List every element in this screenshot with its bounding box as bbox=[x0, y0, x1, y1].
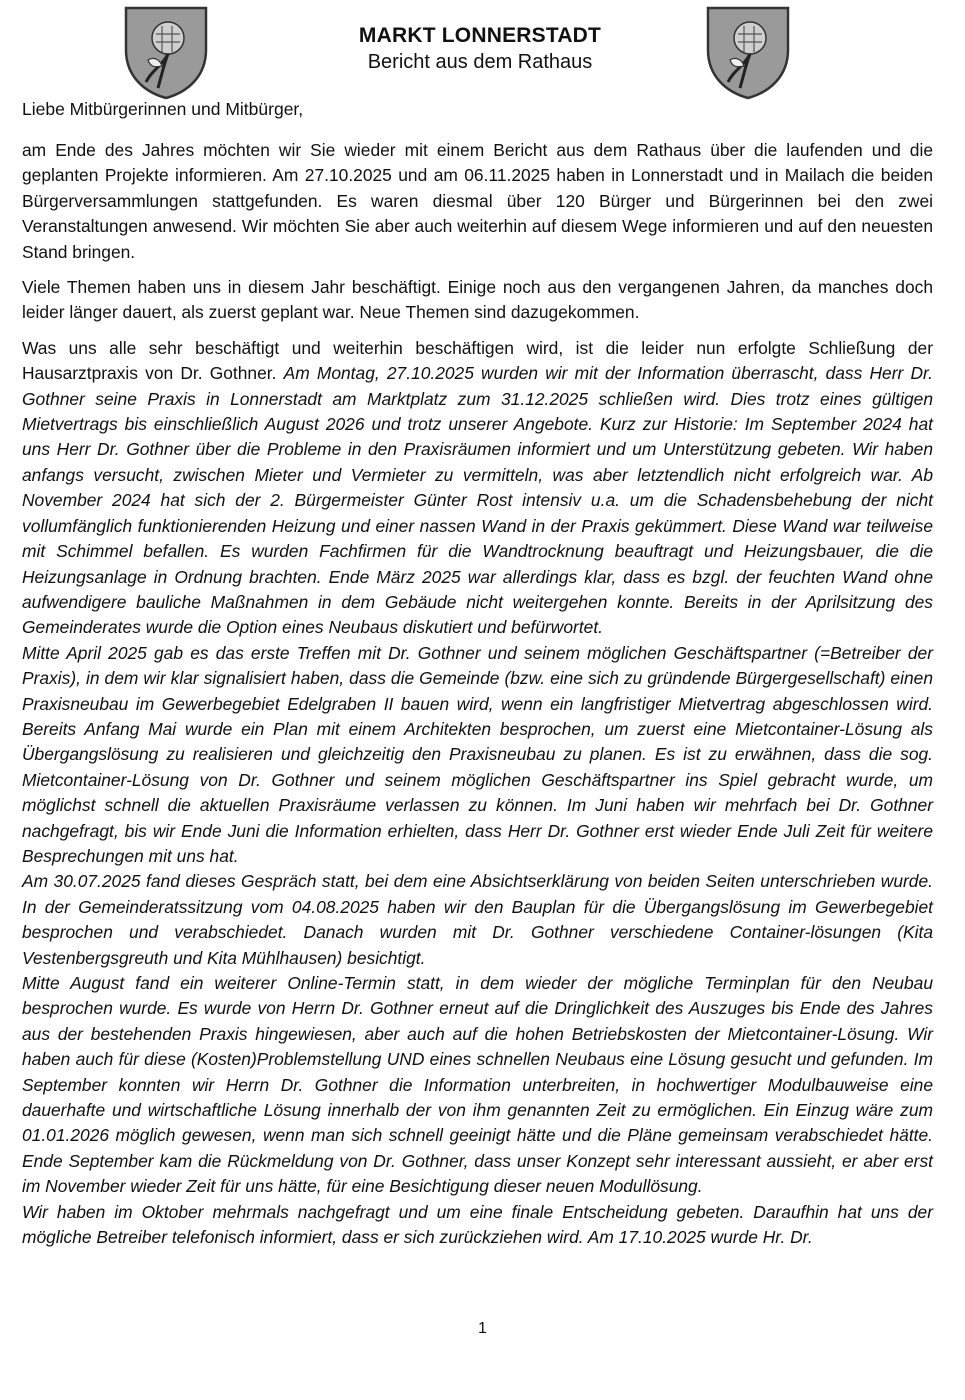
paragraph-history: Am Montag, 27.10.2025 wurden wir mit der Information überrascht, dass Herr Dr. Gothner seine Praxis in Lonnerstadt am Marktplatz zum 31.12.2025 schließen wird. Dies trotz eines gültigen Mietvertrags bis einschließlich August 2026 und trotz unserer Angebote. Kurz zur Historie: Im September 2024 hat uns Herr Dr. Gothner über die Probleme in den Praxisräumen informiert und um Unterstützung gebeten. Wir haben anfangs versucht, zwischen Mieter und Vermieter zu vermitteln, was aber letztendlich nicht erfolgreich war. Ab November 2024 hat sich der 2. Bürgermeister Günter Rost intensiv u.a. um die Schadensbehebung der nicht vollumfänglich funktionierenden Heizung und einer nassen Wand in der Praxis gekümmert. Diese Wand war teilweise mit Schimmel befallen. Es wurden Fachfirmen für die Wandtrocknung beauftragt und Heizungsbauer, die die Heizungsanlage in Ordnung brachten. Ende März 2025 war allerdings klar, dass es bzgl. der feuchten Wand ohne aufwendigere bauliche Maßnahmen in dem Gebäude nicht weitergehen konnte. Bereits in der Aprilsitzung des Gemeinderates wurde die Option eines Neubaus diskutiert und befürwortet. bbox=[22, 363, 933, 638]
coat-of-arms-icon bbox=[700, 4, 796, 100]
document-title: MARKT LONNERSTADT bbox=[358, 24, 602, 47]
paragraph: Mitte April 2025 gab es das erste Treffen mit Dr. Gothner und seinem möglichen Geschäftspartner (=Betreiber der Praxis), in dem wir klar signalisiert haben, dass die Gemeinde (bzw. eine sich zu gründende Bürgergesellschaft) einen Praxisneubau im Gewerbegebiet Edelgraben II bauen wird, wenn ein langfristiger Mietvertrag abgeschlossen wird. Bereits Anfang Mai wurde ein Plan mit einem Architekten besprochen, um zuerst eine Mietcontainer-Lösung als Übergangslösung zu realisieren und gleichzeitig den Praxisneubau zu planen. Es ist zu erwähnen, dass die sog. Mietcontainer-Lösung von Dr. Gothner und seinem möglichen Geschäftspartner ins Spiel gebracht wurde, um möglichst schnell die aktuellen Praxisräume verlassen zu können. Im Juni haben wir mehrfach bei Dr. Gothner nachgefragt, bis wir Ende Juni die Information erhielten, dass Herr Dr. Gothner erst wieder Ende Juli Zeit für weitere Besprechungen mit uns hat. bbox=[22, 642, 933, 866]
page-number: 1 bbox=[478, 1320, 487, 1337]
paragraph: Wir haben im Oktober mehrmals nachgefragt und um eine finale Entscheidung gebeten. Daraufhin hat uns der mögliche Betreiber telefonisch informiert, dass er sich zurückziehen wird. Am 17.10.2025 wurde Hr. Dr. bbox=[22, 1201, 933, 1248]
paragraph: Viele Themen haben uns in diesem Jahr beschäftigt. Einige noch aus den vergangenen Jahren, da manches doch leider länger dauert, als zuerst geplant war. Neue Themen sind dazugekommen. bbox=[22, 277, 933, 323]
document-header bbox=[330, 24, 630, 74]
paragraph: Mitte August fand ein weiterer Online-Termin statt, in dem wieder der mögliche Terminplan für den Neubau besprochen wurde. Es wurde von Herrn Dr. Gothner erneut auf die Dringlichkeit des Auszuges bis Ende des Jahres aus der bestehenden Praxis hingewiesen, aber auch auf die hohen Betriebskosten der Mietcontainer-Lösung. Wir haben auch für diese (Kosten)Problemstellung UND eines schnellen Neubaus eine Lösung gesucht und gefunden. Im September konnten wir Herrn Dr. Gothner die Information unterbreiten, in hochwertiger Modulbauweise eine dauerhafte und wirtschaftliche Lösung innerhalb der von ihm genannten Zeit zu ermöglichen. Ein Einzug wäre zum 01.01.2026 möglich gewesen, wenn man sich schnell geeinigt hätte und die Pläne gemeinsam verabschiedet hätte. Ende September kam die Rückmeldung von Dr. Gothner, dass unser Konzept sehr interessant aussieht, er aber erst im November wieder Zeit für uns hätte, für eine Besichtigung dieser neuen Modullösung. bbox=[22, 973, 933, 1197]
paragraph bbox=[22, 336, 933, 641]
document-body bbox=[22, 138, 933, 1250]
document-subtitle: Bericht aus dem Rathaus bbox=[367, 51, 593, 73]
paragraph: Am 30.07.2025 fand dieses Gespräch statt, bei dem eine Absichtserklärung von beiden Seiten unterschrieben wurde. In der Gemeinderatssitzung vom 04.08.2025 haben wir den Bauplan für die Übergangslösung im Gewerbegebiet besprochen und verabschiedet. Danach wurden mit Dr. Gothner verschiedene Container-lösungen (Kita Vestenbergsgreuth und Kita Mühlhausen) besichtigt. bbox=[22, 871, 933, 968]
coat-of-arms-icon bbox=[118, 4, 214, 100]
paragraph: am Ende des Jahres möchten wir Sie wieder mit einem Bericht aus dem Rathaus über die laufenden und die geplanten Projekte informieren. Am 27.10.2025 und am 06.11.2025 haben in Lonnerstadt und in Mailach die beiden Bürgerversammlungen stattgefunden. Es waren diesmal über 120 Bürger und Bürgerinnen bei den zwei Veranstaltungen anwesend. Wir möchten Sie aber auch weiterhin auf diesem Wege informieren und auf den neuesten Stand bringen. bbox=[22, 140, 933, 262]
salutation: Liebe Mitbürgerinnen und Mitbürger, bbox=[22, 99, 304, 119]
paragraph-intro: Was uns alle sehr beschäftigt und weiterhin beschäftigen wird, ist die leider nun erfolgte Schließung der Hausarztpraxis von Dr. Gothner. bbox=[22, 337, 933, 384]
